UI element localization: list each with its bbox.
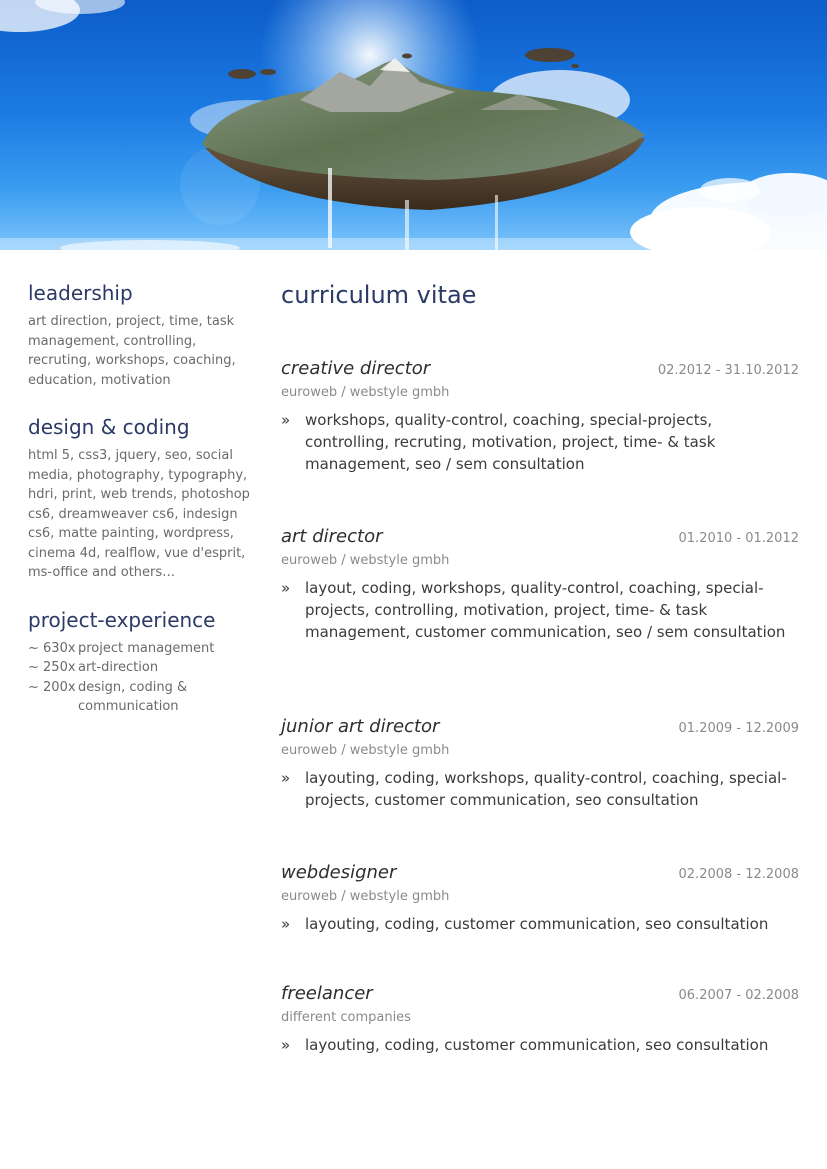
- experience-label: design, coding & communication: [78, 679, 188, 714]
- job-company: euroweb / webstyle gmbh: [281, 743, 450, 758]
- job-company: euroweb / webstyle gmbh: [281, 553, 450, 568]
- job-company: euroweb / webstyle gmbh: [281, 385, 450, 400]
- job-title: junior art director: [281, 716, 440, 737]
- project-experience-list: [28, 639, 253, 717]
- job-description: [281, 913, 799, 935]
- job-entry: [281, 982, 799, 1056]
- job-description: [281, 767, 799, 811]
- bullet-marker: »: [281, 411, 291, 429]
- job-header: [281, 357, 799, 381]
- sidebar: [28, 280, 253, 741]
- job-header: [281, 982, 799, 1006]
- floating-island-image: [0, 0, 827, 250]
- leadership-heading: leadership: [28, 281, 133, 305]
- design-coding-section: [28, 414, 253, 583]
- main-content: [281, 279, 801, 1054]
- job-entry: [281, 715, 799, 811]
- page-title: curriculum vitae: [281, 281, 477, 309]
- experience-count: ~ 200x: [28, 679, 76, 695]
- design-coding-skills: html 5, css3, jquery, seo, social media, photography, typography, hdri, print, web trends, photoshop cs6, dreamweaver cs6, indesign cs6, matte painting, wordpress, cinema 4d, realflow, vue d'esprit, ms-office and others…: [28, 448, 250, 580]
- job-description-text: layouting, coding, customer communication, seo consultation: [305, 915, 769, 933]
- list-item: [28, 678, 253, 717]
- bullet-marker: »: [281, 769, 291, 787]
- job-description-text: workshops, quality-control, coaching, special-projects, controlling, recruting, motivation, project, time- & task management, seo / sem consultation: [305, 411, 716, 473]
- job-header: [281, 861, 799, 885]
- job-title: freelancer: [281, 983, 373, 1004]
- bullet-marker: »: [281, 1036, 291, 1054]
- bullet-marker: »: [281, 579, 291, 597]
- list-item: [28, 658, 253, 678]
- bullet-marker: »: [281, 915, 291, 933]
- job-company: euroweb / webstyle gmbh: [281, 889, 450, 904]
- job-description-text: layouting, coding, customer communication, seo consultation: [305, 1036, 769, 1054]
- project-experience-heading: project-experience: [28, 607, 216, 632]
- design-coding-heading: design & coding: [28, 415, 190, 439]
- job-entry: [281, 525, 799, 643]
- job-dates: 06.2007 - 02.2008: [678, 988, 799, 1003]
- job-entry: [281, 861, 799, 935]
- experience-label: project management: [78, 640, 215, 656]
- leadership-skills: art direction, project, time, task management, controlling, recruting, workshops, coaching, education, motivation: [28, 314, 236, 388]
- job-title: art director: [281, 526, 383, 547]
- job-header: [281, 715, 799, 739]
- job-dates: 01.2010 - 01.2012: [678, 531, 799, 546]
- job-dates: 02.2008 - 12.2008: [678, 867, 799, 882]
- job-description-text: layout, coding, workshops, quality-control, coaching, special-projects, controlling, motivation, project, time- & task management, customer communication, seo / sem consultation: [305, 579, 786, 641]
- job-title: creative director: [281, 358, 431, 379]
- job-company: different companies: [281, 1010, 411, 1025]
- job-description-text: layouting, coding, workshops, quality-control, coaching, special-projects, customer communication, seo consultation: [305, 769, 787, 809]
- header-banner: [0, 0, 827, 250]
- job-dates: 02.2012 - 31.10.2012: [657, 363, 799, 378]
- experience-count: ~ 630x: [28, 640, 76, 656]
- project-experience-section: [28, 607, 253, 717]
- job-description: [281, 1034, 799, 1056]
- job-description: [281, 409, 799, 475]
- job-entry: [281, 357, 799, 475]
- job-title: webdesigner: [281, 862, 397, 883]
- job-dates: 01.2009 - 12.2009: [678, 721, 799, 736]
- experience-count: ~ 250x: [28, 660, 76, 675]
- leadership-section: [28, 280, 253, 390]
- experience-label: art-direction: [78, 660, 159, 675]
- list-item: [28, 639, 253, 659]
- job-header: [281, 525, 799, 549]
- job-description: [281, 577, 799, 643]
